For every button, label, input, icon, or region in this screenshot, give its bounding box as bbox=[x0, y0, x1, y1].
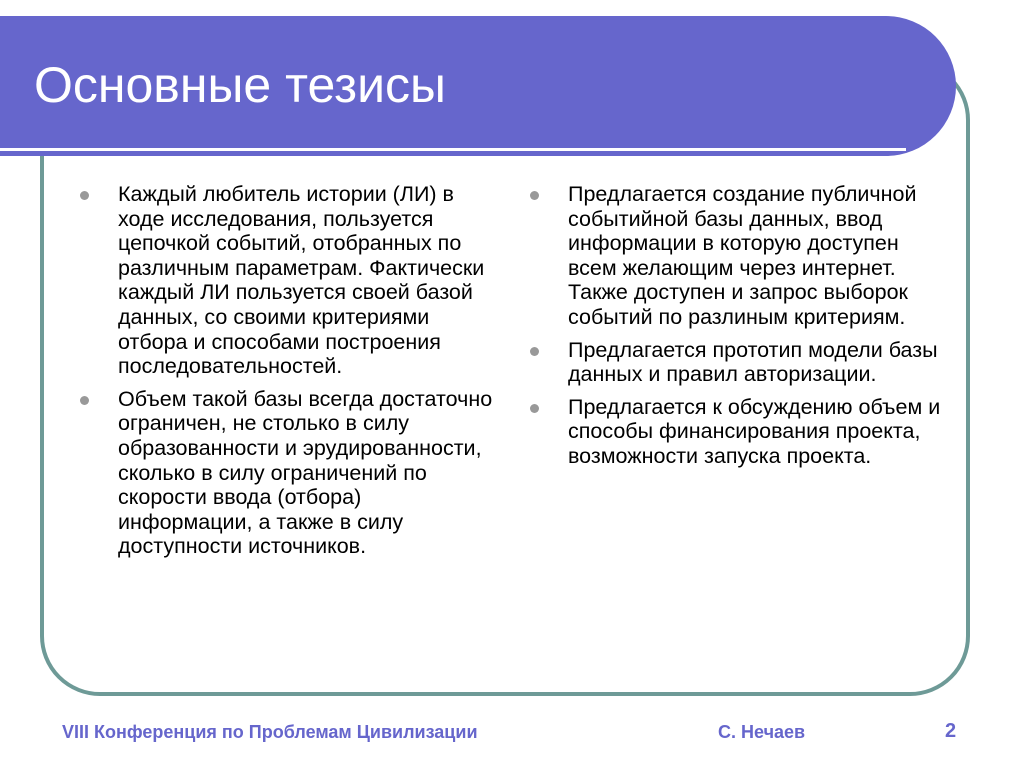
bullet-item bbox=[530, 395, 950, 469]
bullet-text: Каждый любитель истории (ЛИ) в ходе исследования, пользуется цепочкой событий, отобранных по различным параметрам. Фактически каждый ЛИ пользуется своей базой данных, со своими критериями отбора и способами построения последовательностей. bbox=[118, 182, 485, 379]
bullet-item bbox=[530, 182, 950, 330]
bullet-text: Предлагается создание публичной событийной базы данных, ввод информации в которую доступен всем желающим через интернет. Также доступен и запрос выборок событий по разлиным критериям. bbox=[568, 182, 917, 329]
bullet-text: Объем такой базы всегда достаточно ограничен, не столько в силу образованности и эрудированности, сколько в силу ограничений по скорости ввода (отбора) информации, а также в силу доступности источников. bbox=[118, 386, 493, 559]
slide-title: Основные тезисы bbox=[34, 57, 446, 113]
bullet-dot-icon bbox=[530, 191, 539, 200]
bullet-dot-icon bbox=[530, 404, 539, 413]
bullet-item bbox=[530, 338, 950, 387]
bullet-item bbox=[80, 182, 500, 379]
bullet-text: Предлагается к обсуждению объем и способы финансирования проекта, возможности запуска проекта. bbox=[568, 394, 941, 468]
right-bullet-list bbox=[530, 182, 950, 477]
bullet-dot-icon bbox=[530, 347, 539, 356]
footer-author: С. Нечаев bbox=[718, 722, 806, 742]
bullet-item bbox=[80, 387, 500, 559]
left-bullet-list bbox=[80, 182, 500, 567]
title-bar bbox=[0, 16, 956, 156]
bullet-text: Предлагается прототип модели базы данных и правил авторизации. bbox=[568, 337, 938, 387]
page-number: 2 bbox=[945, 720, 957, 742]
bullet-dot-icon bbox=[80, 191, 89, 200]
footer-conference: VIII Конференция по Проблемам Цивилизации bbox=[62, 722, 478, 742]
title-underline bbox=[0, 148, 906, 151]
bullet-dot-icon bbox=[80, 396, 89, 405]
